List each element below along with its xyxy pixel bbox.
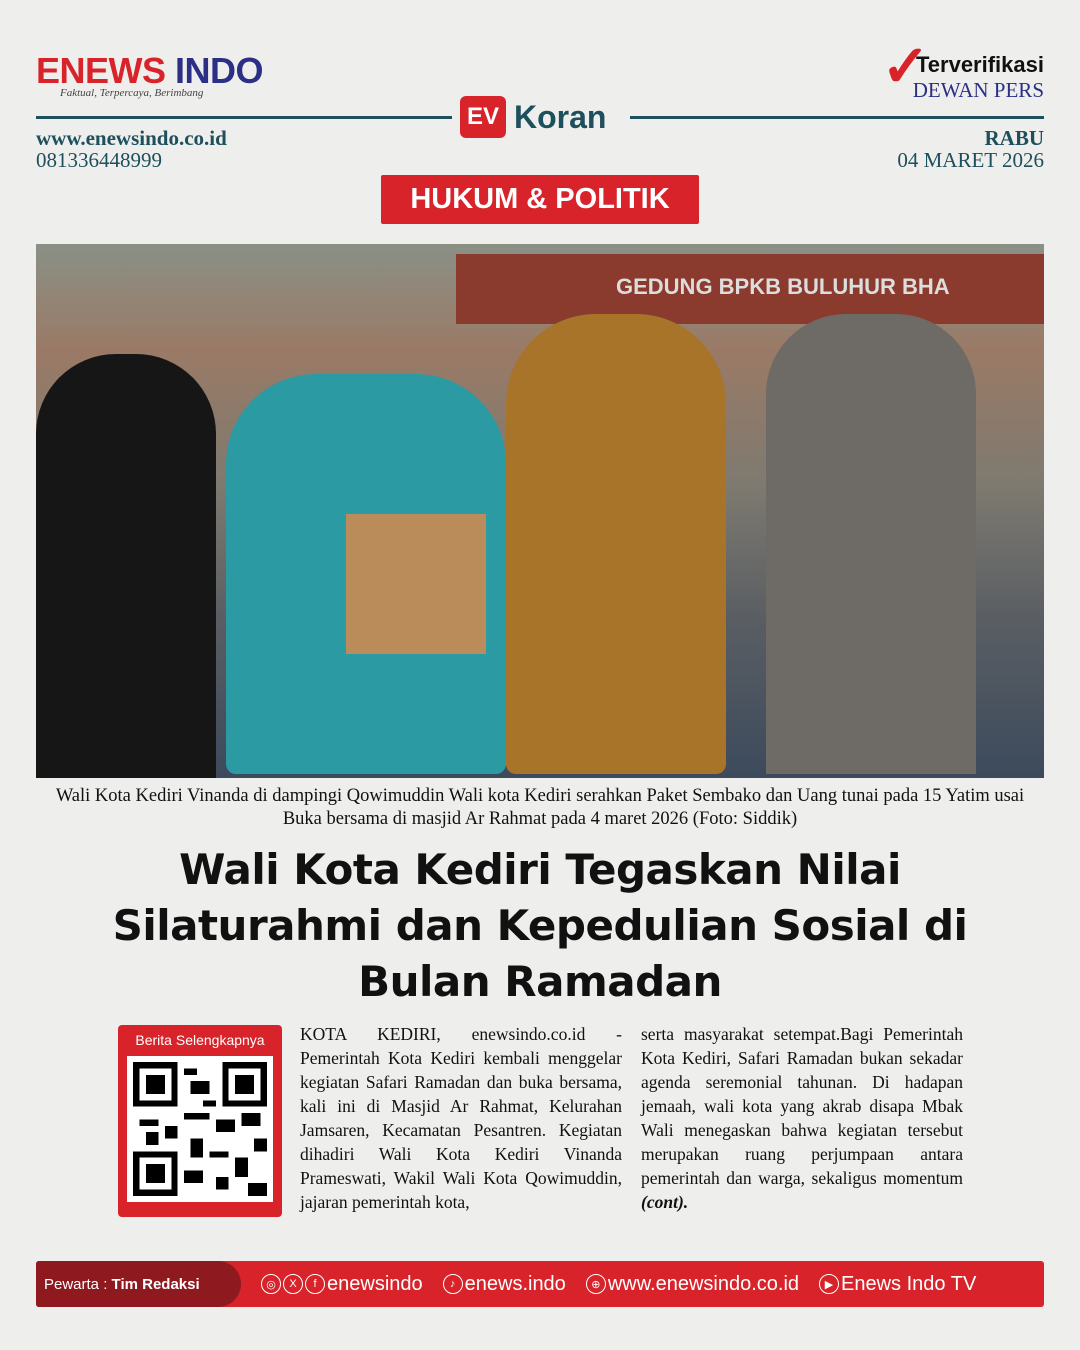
day: RABU — [984, 126, 1044, 150]
article-column-1: KOTA KEDIRI, enewsindo.co.id - Pemerintah Kota Kediri kembali menggelar kegiatan Safari Ramadan dan buka bersama, kali ini di Masjid Ar Rahmat, Kelurahan Jamsaren, Kecamatan Pesantren. Kegiatan dihadiri Wali Kota Kediri Vinanda Prameswati, Wakil Wali Kota Qowimuddin, jajaran pemerintah kota, — [300, 1024, 622, 1212]
ev-logo-icon: EV — [460, 96, 506, 138]
checkmark-icon: ✓ — [881, 34, 930, 99]
globe-icon: ⊕ — [586, 1274, 606, 1294]
tiktok-handle[interactable]: ♪ enews.indo — [443, 1273, 566, 1296]
facebook-icon: f — [305, 1274, 325, 1294]
social-handle[interactable]: ◎ X f enewsindo — [261, 1273, 423, 1296]
koran-brand — [460, 96, 606, 138]
continued-marker: (cont). — [641, 1192, 689, 1212]
youtube-icon: ▶ — [819, 1274, 839, 1294]
verified-badge: Terverifikasi DEWAN PERS — [912, 52, 1044, 102]
qr-code-icon[interactable] — [127, 1056, 273, 1202]
news-photo — [36, 244, 1044, 778]
brand-name: Koran — [514, 98, 607, 135]
tagline: Faktual, Terpercaya, Berimbang — [60, 87, 204, 99]
phone: 081336448999 — [36, 148, 162, 172]
building-sign: GEDUNG BPKB BULUHUR BHA — [616, 274, 950, 299]
x-icon: X — [283, 1274, 303, 1294]
person — [506, 314, 726, 774]
person — [36, 354, 216, 778]
reporter: Pewarta : Tim Redaksi — [36, 1261, 241, 1307]
instagram-icon: ◎ — [261, 1274, 281, 1294]
person — [766, 314, 976, 774]
brand-logo: ENEWS INDO — [36, 50, 264, 91]
website: www.enewsindo.co.id — [36, 126, 227, 150]
category-badge: HUKUM & POLITIK — [381, 175, 699, 224]
divider — [630, 116, 1044, 119]
qr-card[interactable] — [118, 1025, 282, 1217]
footer-bar — [36, 1261, 1044, 1307]
photo-caption: Wali Kota Kediri Vinanda di dampingi Qowimuddin Wali kota Kediri serahkan Paket Sembako dan Uang tunai pada 15 Yatim usai Buka bersama di masjid Ar Rahmat pada 4 maret 2026 (Foto: Siddik) — [55, 786, 1025, 829]
article-column-2: serta masyarakat setempat.Bagi Pemerintah Kota Kediri, Safari Ramadan bukan sekadar agenda seremonial tahunan. Di hadapan jemaah, wali kota yang akrab disapa Mbak Wali menegaskan bahwa kegiatan tersebut merupakan ruang perjumpaan antara pemerintah dan warga, sekaligus momentum (cont). — [641, 1024, 963, 1212]
gift-box — [346, 514, 486, 654]
headline: Wali Kota Kediri Tegaskan Nilai Silaturahmi dan Kepedulian Sosial di Bulan Ramadan — [112, 845, 968, 1006]
date: 04 MARET 2026 — [897, 148, 1044, 172]
tiktok-icon: ♪ — [443, 1274, 463, 1294]
qr-label: Berita Selengkapnya — [135, 1032, 265, 1048]
website-link[interactable]: ⊕ www.enewsindo.co.id — [586, 1273, 799, 1296]
youtube-channel[interactable]: ▶ Enews Indo TV — [819, 1273, 976, 1296]
divider — [36, 116, 452, 119]
